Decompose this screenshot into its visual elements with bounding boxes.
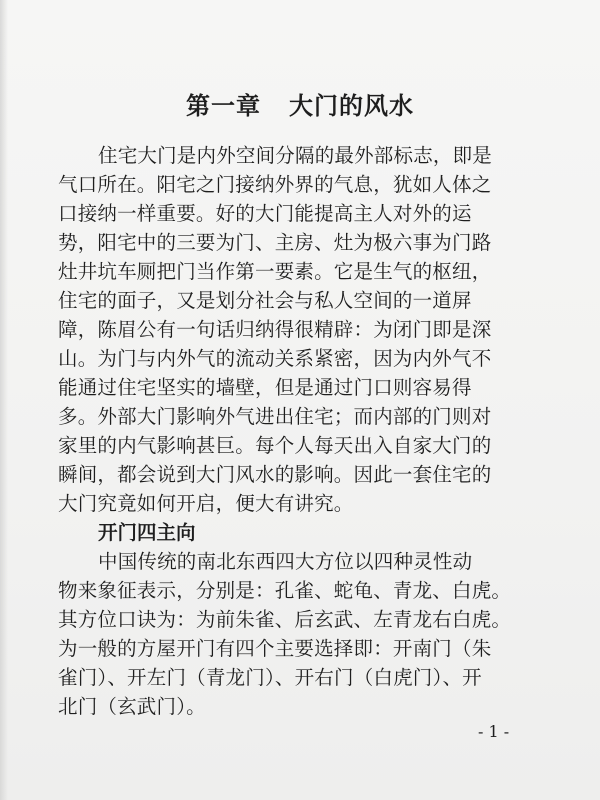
- page-number: - 1 -: [478, 722, 510, 741]
- paragraph-2-line: 中国传统的南北东西四大方位以四种灵性动: [98, 550, 473, 573]
- paragraph-1-line: 障，陈眉公有一句话归纳得很精辟：为闭门即是深: [58, 318, 492, 341]
- paragraph-1-line: 口接纳一样重要。好的大门能提高主人对外的运: [58, 202, 472, 225]
- paragraph-2-line: 物来象征表示，分别是：孔雀、蛇龟、青龙、白虎。: [58, 579, 512, 602]
- paragraph-1-line: 能通过住宅坚实的墙壁，但是通过门口则容易得: [58, 376, 472, 399]
- paragraph-1-line: 家里的内气影响甚巨。每个人每天出入自家大门的: [58, 434, 492, 457]
- section-heading: 开门四主向: [98, 521, 196, 544]
- paragraph-1-line: 瞬间，都会说到大门风水的影响。因此一套住宅的: [58, 463, 492, 486]
- paragraph-2-line: 其方位口诀为：为前朱雀、后玄武、左青龙右白虎。: [58, 608, 512, 631]
- paragraph-1-line: 多。外部大门影响外气进出住宅；而内部的门则对: [58, 405, 492, 428]
- paragraph-1-line: 大门究竟如何开启，便大有讲究。: [58, 492, 354, 515]
- paragraph-1-line: 住宅的面子，又是划分社会与私人空间的一道屏: [58, 289, 472, 312]
- paragraph-2-line: 为一般的方屋开门有四个主要选择即：开南门（朱: [58, 637, 492, 660]
- paragraph-1-line: 灶井坑车厕把门当作第一要素。它是生气的枢纽，: [58, 260, 492, 283]
- chapter-title: 第一章 大门的风水: [185, 91, 415, 120]
- paragraph-1-line: 山。为门与内外气的流动关系紧密，因为内外气不: [58, 347, 492, 370]
- paragraph-2-line: 雀门）、开左门（青龙门）、开右门（白虎门）、开: [58, 666, 482, 689]
- paragraph-1-line: 气口所在。阳宅之门接纳外界的气息，犹如人体之: [58, 173, 492, 196]
- paragraph-1-line: 势，阳宅中的三要为门、主房、灶为极六事为门路: [58, 231, 492, 254]
- paragraph-2-line: 北门（玄武门）。: [58, 695, 206, 718]
- paragraph-1-line: 住宅大门是内外空间分隔的最外部标志，即是: [98, 144, 493, 167]
